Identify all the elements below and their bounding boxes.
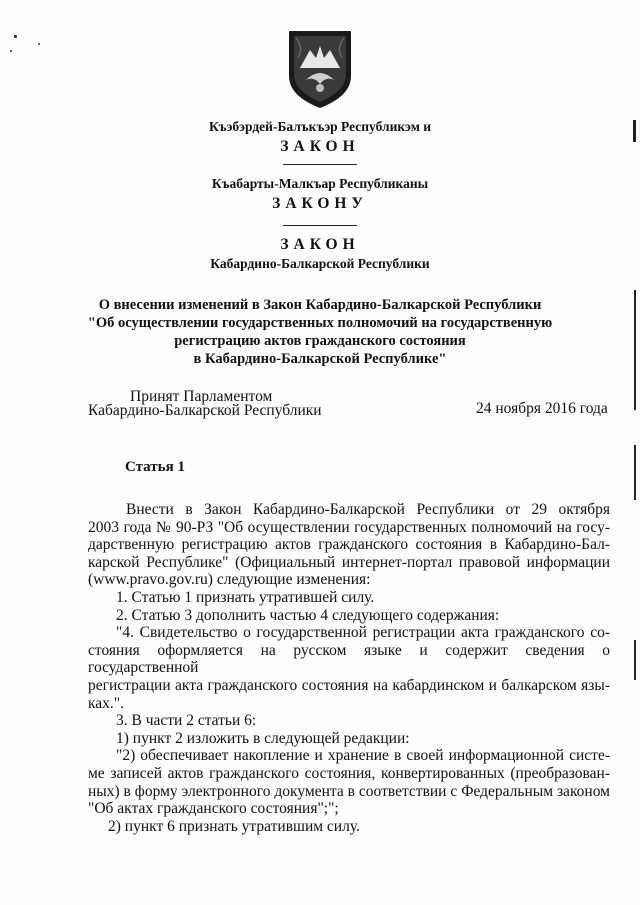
- divider-line: [283, 225, 357, 226]
- divider-line: [283, 164, 357, 165]
- article-body-line: 1) пункт 2 изложить в следующей редакции:: [116, 729, 410, 747]
- law-title-line: "Об осуществлении государственных полномочий на государственную: [87, 315, 553, 331]
- coat-of-arms-emblem: [286, 28, 354, 110]
- article-body-line: "2) обеспечивает накопление и хранение в своей информационной систе-: [116, 747, 610, 765]
- article-body: [88, 501, 610, 835]
- scan-speck: [10, 50, 12, 52]
- article-body-line: "4. Свидетельство о государственной регистрации акта гражданского со-: [116, 624, 610, 642]
- header-zakon-balkar: ЗАКОНУ: [272, 195, 368, 212]
- article-body-line: Внести в Закон Кабардино-Балкарской Республики от 29 октября: [126, 501, 610, 518]
- article-body-line: ках.".: [88, 694, 125, 712]
- article-body-line: 1. Статью 1 признать утратившей силу.: [116, 588, 375, 606]
- article-body-line: 2003 года № 90-РЗ "Об осуществлении государственных полномочий на госу-: [88, 518, 610, 536]
- accepted-by-line1: Принят Парламентом: [130, 388, 273, 405]
- accepted-by-line2: Кабардино-Балкарской Республики: [88, 402, 322, 419]
- article-body-line: регистрации акта гражданского состояния на кабардинском и балкарском язы-: [88, 676, 610, 694]
- article-body-line: ме записей актов гражданского состояния, конвертированных (преобразован-: [88, 764, 610, 782]
- article-body-line: 2. Статью 3 дополнить частью 4 следующего содержания:: [116, 606, 500, 624]
- header-balkar-republic: Къабарты-Малкъар Республиканы: [211, 176, 429, 191]
- header-zakon-kabardian: ЗАКОН: [280, 138, 360, 155]
- article-heading: Статья 1: [125, 459, 185, 475]
- article-body-line: (www.pravo.gov.ru) следующие изменения:: [88, 571, 371, 589]
- article-body-line: 3. В части 2 статьи 6:: [116, 712, 257, 730]
- article-body-line: дарственную регистрацию актов гражданского состояния в Кабардино-Бал-: [88, 536, 610, 554]
- adoption-date: 24 ноября 2016 года: [476, 400, 608, 417]
- article-body-line: "Об актах гражданского состояния";";: [88, 800, 339, 818]
- law-title-line: регистрацию актов гражданского состояния: [174, 333, 466, 349]
- header-zakon-russian: ЗАКОН: [280, 236, 360, 253]
- scan-speck: [14, 35, 17, 38]
- header-kabardian-republic: Къэбэрдей-Балъкъэр Республикэм и: [208, 119, 432, 134]
- article-body-line: карской Республике" (Официальный интернет-портал правовой информации: [88, 553, 610, 571]
- scan-margin-mark: [634, 640, 636, 680]
- article-body-line: 2) пункт 6 признать утратившим силу.: [108, 817, 360, 835]
- article-body-line: стояния оформляется на русском языке и содержит сведения о государственной: [88, 641, 610, 677]
- law-title-line: в Кабардино-Балкарской Республике": [193, 351, 447, 367]
- article-body-line: ных) в форму электронного документа в соответствии с Федеральным законом: [88, 782, 610, 800]
- scan-margin-mark: [634, 445, 636, 500]
- scan-speck: [38, 43, 40, 45]
- header-russian-republic: Кабардино-Балкарской Республики: [210, 256, 430, 271]
- law-title-line: О внесении изменений в Закон Кабардино-Балкарской Республики: [98, 297, 542, 313]
